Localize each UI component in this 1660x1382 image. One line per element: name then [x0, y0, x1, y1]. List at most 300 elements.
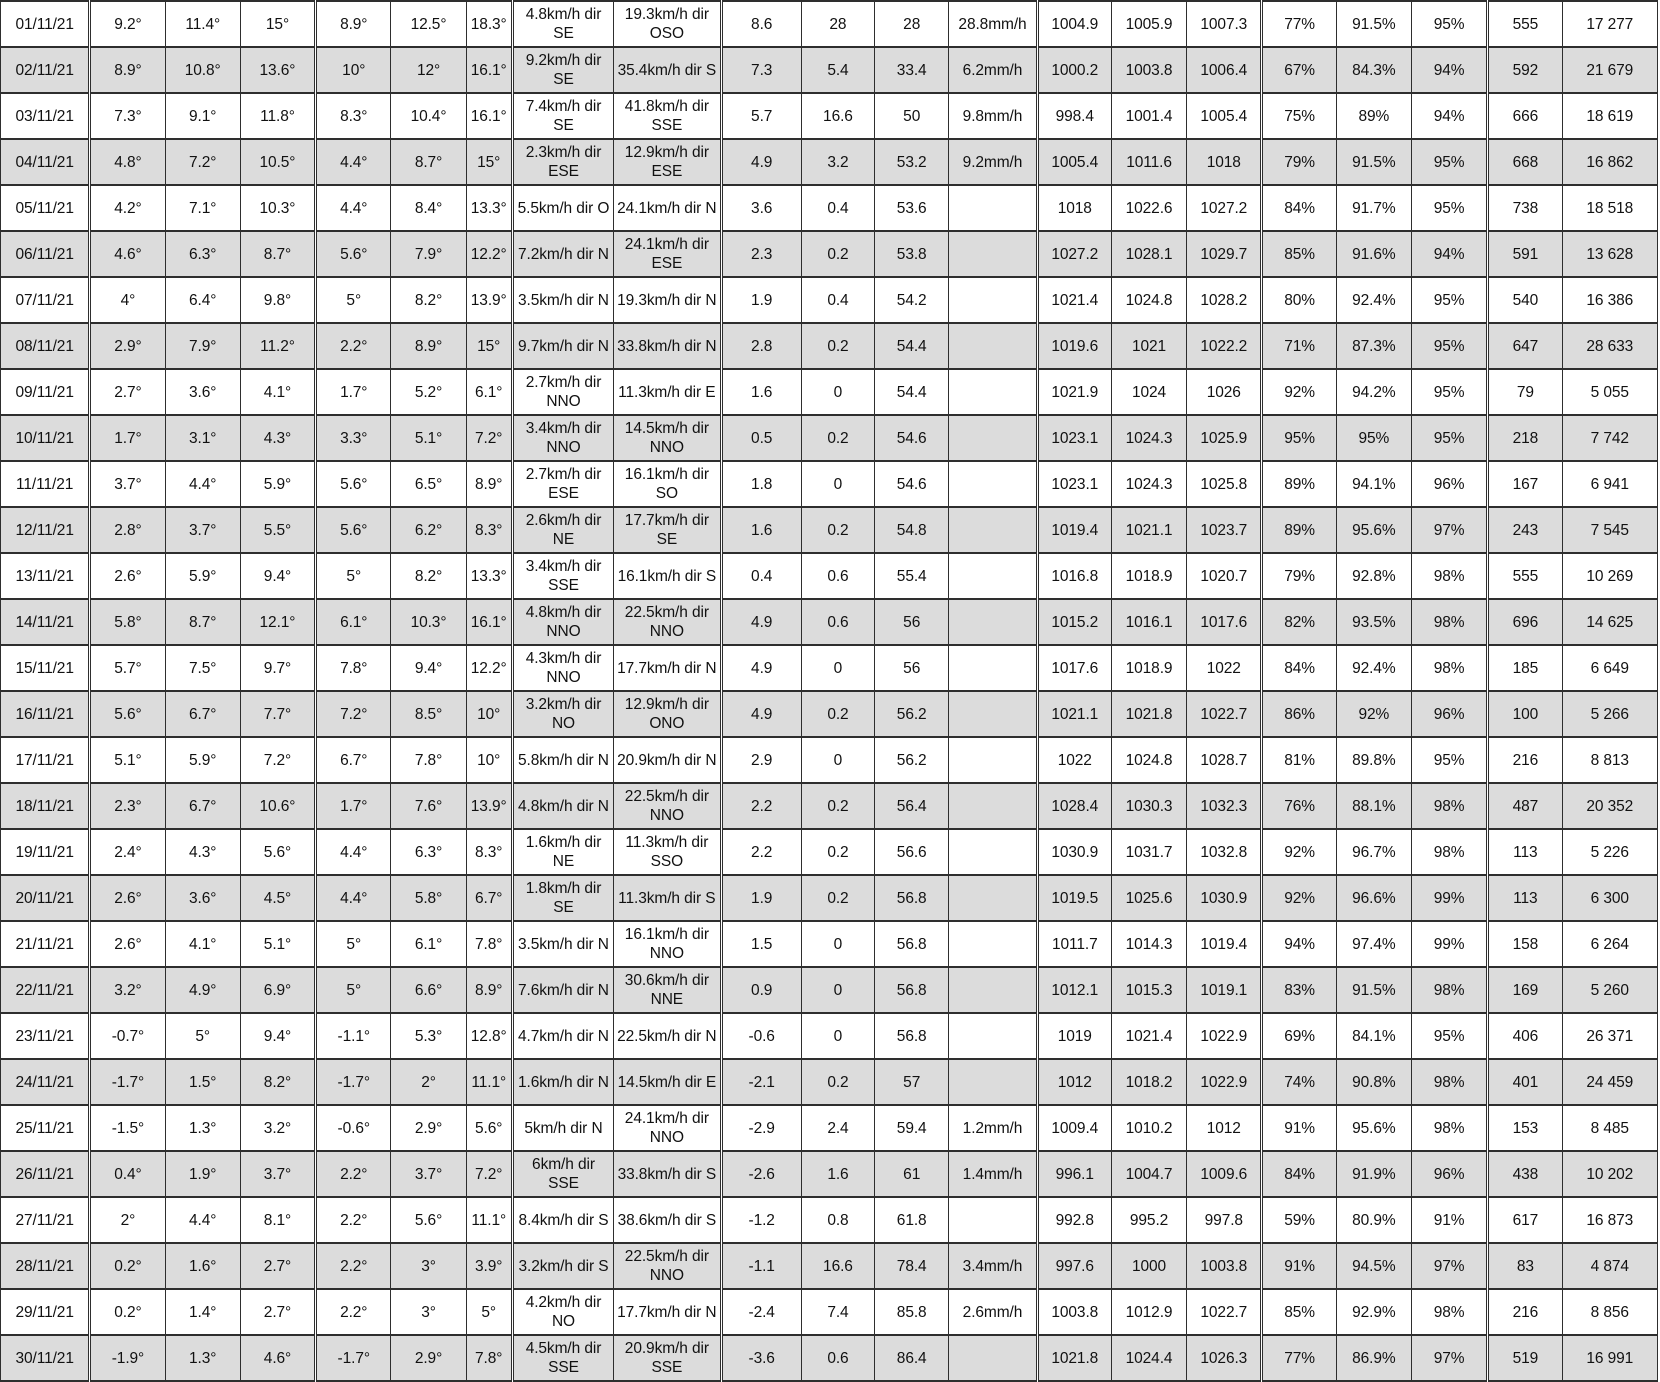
- cell-humidity-max: 97%: [1411, 1335, 1487, 1381]
- cell-wind-avg: 7.6km/h dir N: [512, 967, 613, 1013]
- cell-solar-total: 7 742: [1562, 415, 1658, 461]
- cell-wind-gust: 17.7km/h dir N: [614, 1289, 721, 1335]
- cell-temp-max: 10.6°: [240, 783, 315, 829]
- cell-tempb-max: 13.9°: [466, 277, 512, 323]
- cell-pressure-max: 1022.7: [1187, 1289, 1262, 1335]
- table-row: [1, 737, 1658, 783]
- table-row: [1, 783, 1658, 829]
- cell-pressure-min: 1019.4: [1037, 507, 1111, 553]
- cell-wind-avg: 3.2km/h dir NO: [512, 691, 613, 737]
- cell-temp-max: 4.5°: [240, 875, 315, 921]
- cell-pressure-max: 1017.6: [1187, 599, 1262, 645]
- table-row: [1, 323, 1658, 369]
- cell-pressure-min: 1000.2: [1037, 47, 1111, 93]
- cell-humidity-max: 95%: [1411, 737, 1487, 783]
- cell-rain-cumul: 50: [875, 93, 949, 139]
- cell-wind-gust: 30.6km/h dir NNE: [614, 967, 721, 1013]
- cell-temp-max: 8.7°: [240, 231, 315, 277]
- cell-rain-cumul: 56.8: [875, 1013, 949, 1059]
- cell-pressure-min: 1019.6: [1037, 323, 1111, 369]
- cell-tempb-max: 8.9°: [466, 461, 512, 507]
- cell-tempb-max: 6.7°: [466, 875, 512, 921]
- cell-temp-min: 2.6°: [90, 921, 165, 967]
- cell-date: 21/11/21: [1, 921, 90, 967]
- cell-pressure-avg: 1000: [1111, 1243, 1186, 1289]
- cell-pressure-min: 1023.1: [1037, 415, 1111, 461]
- cell-humidity-min: 82%: [1262, 599, 1336, 645]
- cell-humidity-avg: 95%: [1336, 415, 1411, 461]
- cell-humidity-max: 99%: [1411, 875, 1487, 921]
- cell-wind-avg: 7.2km/h dir N: [512, 231, 613, 277]
- cell-solar-max: 438: [1488, 1151, 1562, 1197]
- table-row: [1, 1, 1658, 47]
- cell-dew-point: 3.6: [721, 185, 801, 231]
- cell-wind-avg: 1.8km/h dir SE: [512, 875, 613, 921]
- cell-humidity-max: 98%: [1411, 1289, 1487, 1335]
- cell-temp-max: 2.7°: [240, 1289, 315, 1335]
- cell-solar-total: 6 941: [1562, 461, 1658, 507]
- cell-humidity-min: 77%: [1262, 1, 1336, 47]
- cell-tempb-avg: 10.3°: [391, 599, 466, 645]
- cell-humidity-min: 84%: [1262, 185, 1336, 231]
- cell-pressure-min: 1009.4: [1037, 1105, 1111, 1151]
- cell-tempb-min: 4.4°: [316, 829, 391, 875]
- cell-temp-avg: 5.9°: [165, 737, 240, 783]
- cell-humidity-max: 91%: [1411, 1197, 1487, 1243]
- cell-temp-max: 11.2°: [240, 323, 315, 369]
- cell-tempb-min: 7.8°: [316, 645, 391, 691]
- cell-tempb-avg: 6.2°: [391, 507, 466, 553]
- cell-pressure-avg: 1010.2: [1111, 1105, 1186, 1151]
- cell-date: 06/11/21: [1, 231, 90, 277]
- cell-pressure-avg: 1012.9: [1111, 1289, 1186, 1335]
- cell-humidity-avg: 80.9%: [1336, 1197, 1411, 1243]
- cell-solar-total: 16 873: [1562, 1197, 1658, 1243]
- cell-wind-avg: 3.5km/h dir N: [512, 277, 613, 323]
- cell-temp-max: 5.5°: [240, 507, 315, 553]
- cell-tempb-avg: 6.5°: [391, 461, 466, 507]
- cell-humidity-min: 80%: [1262, 277, 1336, 323]
- cell-rain-day: 2.4: [801, 1105, 874, 1151]
- cell-tempb-min: 2.2°: [316, 1289, 391, 1335]
- cell-humidity-min: 84%: [1262, 1151, 1336, 1197]
- cell-date: 05/11/21: [1, 185, 90, 231]
- cell-dew-point: -2.1: [721, 1059, 801, 1105]
- cell-dew-point: 2.3: [721, 231, 801, 277]
- cell-date: 13/11/21: [1, 553, 90, 599]
- cell-tempb-max: 8.3°: [466, 829, 512, 875]
- cell-humidity-avg: 95.6%: [1336, 507, 1411, 553]
- cell-pressure-avg: 1005.9: [1111, 1, 1186, 47]
- cell-pressure-max: 1007.3: [1187, 1, 1262, 47]
- cell-pressure-max: 1020.7: [1187, 553, 1262, 599]
- cell-date: 01/11/21: [1, 1, 90, 47]
- cell-wind-gust: 41.8km/h dir SSE: [614, 93, 721, 139]
- cell-pressure-min: 1019.5: [1037, 875, 1111, 921]
- cell-pressure-max: 1028.2: [1187, 277, 1262, 323]
- cell-solar-total: 18 619: [1562, 93, 1658, 139]
- cell-temp-min: -0.7°: [90, 1013, 165, 1059]
- cell-temp-avg: 6.3°: [165, 231, 240, 277]
- cell-dew-point: 0.9: [721, 967, 801, 1013]
- cell-rain-day: 0: [801, 967, 874, 1013]
- cell-tempb-min: 2.2°: [316, 1243, 391, 1289]
- cell-wind-avg: 4.7km/h dir N: [512, 1013, 613, 1059]
- cell-pressure-min: 1021.4: [1037, 277, 1111, 323]
- cell-temp-min: 9.2°: [90, 1, 165, 47]
- cell-humidity-min: 71%: [1262, 323, 1336, 369]
- cell-temp-avg: 3.7°: [165, 507, 240, 553]
- cell-solar-total: 7 545: [1562, 507, 1658, 553]
- cell-temp-min: -1.5°: [90, 1105, 165, 1151]
- cell-rain-cumul: 53.6: [875, 185, 949, 231]
- cell-pressure-max: 1026: [1187, 369, 1262, 415]
- cell-humidity-max: 98%: [1411, 829, 1487, 875]
- cell-humidity-max: 95%: [1411, 323, 1487, 369]
- cell-tempb-min: 5°: [316, 553, 391, 599]
- cell-temp-min: 2.4°: [90, 829, 165, 875]
- cell-solar-max: 401: [1488, 1059, 1562, 1105]
- cell-rain-cumul: 54.6: [875, 461, 949, 507]
- table-row: [1, 645, 1658, 691]
- cell-date: 19/11/21: [1, 829, 90, 875]
- cell-wind-avg: 3.4km/h dir NNO: [512, 415, 613, 461]
- cell-humidity-min: 92%: [1262, 829, 1336, 875]
- cell-tempb-avg: 5.3°: [391, 1013, 466, 1059]
- cell-pressure-max: 1012: [1187, 1105, 1262, 1151]
- cell-tempb-avg: 3°: [391, 1289, 466, 1335]
- cell-tempb-min: 7.2°: [316, 691, 391, 737]
- cell-rain-cumul: 56.8: [875, 921, 949, 967]
- cell-tempb-max: 16.1°: [466, 47, 512, 93]
- cell-temp-min: 0.2°: [90, 1243, 165, 1289]
- cell-rain-day: 0.2: [801, 323, 874, 369]
- cell-tempb-avg: 2.9°: [391, 1105, 466, 1151]
- cell-humidity-min: 67%: [1262, 47, 1336, 93]
- cell-rain-cumul: 54.2: [875, 277, 949, 323]
- cell-temp-max: 7.2°: [240, 737, 315, 783]
- cell-tempb-min: 5.6°: [316, 461, 391, 507]
- cell-tempb-avg: 6.1°: [391, 921, 466, 967]
- cell-solar-max: 555: [1488, 1, 1562, 47]
- cell-dew-point: 4.9: [721, 645, 801, 691]
- cell-tempb-avg: 6.3°: [391, 829, 466, 875]
- cell-solar-total: 20 352: [1562, 783, 1658, 829]
- cell-temp-min: 2.8°: [90, 507, 165, 553]
- cell-wind-gust: 11.3km/h dir S: [614, 875, 721, 921]
- cell-tempb-max: 7.8°: [466, 1335, 512, 1381]
- cell-pressure-avg: 1031.7: [1111, 829, 1186, 875]
- cell-wind-avg: 2.7km/h dir NNO: [512, 369, 613, 415]
- cell-rain-day: 0.6: [801, 599, 874, 645]
- cell-temp-avg: 3.1°: [165, 415, 240, 461]
- cell-rain-rate: [949, 875, 1037, 921]
- cell-tempb-min: 2.2°: [316, 1197, 391, 1243]
- cell-humidity-min: 85%: [1262, 231, 1336, 277]
- cell-tempb-max: 7.2°: [466, 1151, 512, 1197]
- cell-rain-day: 0.2: [801, 415, 874, 461]
- cell-solar-max: 185: [1488, 645, 1562, 691]
- cell-humidity-min: 85%: [1262, 1289, 1336, 1335]
- cell-pressure-avg: 1014.3: [1111, 921, 1186, 967]
- cell-wind-avg: 3.5km/h dir N: [512, 921, 613, 967]
- cell-tempb-max: 12.2°: [466, 231, 512, 277]
- cell-pressure-min: 1030.9: [1037, 829, 1111, 875]
- cell-pressure-avg: 1018.9: [1111, 553, 1186, 599]
- cell-humidity-max: 96%: [1411, 461, 1487, 507]
- cell-humidity-min: 91%: [1262, 1105, 1336, 1151]
- cell-humidity-max: 95%: [1411, 415, 1487, 461]
- cell-humidity-min: 94%: [1262, 921, 1336, 967]
- cell-pressure-min: 1012.1: [1037, 967, 1111, 1013]
- cell-tempb-avg: 9.4°: [391, 645, 466, 691]
- cell-rain-rate: [949, 185, 1037, 231]
- cell-tempb-min: 4.4°: [316, 185, 391, 231]
- cell-pressure-min: 1027.2: [1037, 231, 1111, 277]
- cell-wind-gust: 16.1km/h dir NNO: [614, 921, 721, 967]
- cell-temp-max: 10.3°: [240, 185, 315, 231]
- cell-tempb-avg: 6.6°: [391, 967, 466, 1013]
- cell-rain-day: 0.4: [801, 185, 874, 231]
- cell-humidity-avg: 92.9%: [1336, 1289, 1411, 1335]
- cell-pressure-min: 1017.6: [1037, 645, 1111, 691]
- cell-solar-max: 153: [1488, 1105, 1562, 1151]
- cell-humidity-max: 95%: [1411, 369, 1487, 415]
- cell-tempb-max: 8.3°: [466, 507, 512, 553]
- cell-wind-gust: 14.5km/h dir NNO: [614, 415, 721, 461]
- cell-pressure-max: 1029.7: [1187, 231, 1262, 277]
- cell-date: 10/11/21: [1, 415, 90, 461]
- cell-tempb-max: 11.1°: [466, 1197, 512, 1243]
- cell-solar-max: 100: [1488, 691, 1562, 737]
- cell-rain-cumul: 53.2: [875, 139, 949, 185]
- cell-solar-total: 21 679: [1562, 47, 1658, 93]
- cell-tempb-max: 15°: [466, 139, 512, 185]
- cell-pressure-avg: 1015.3: [1111, 967, 1186, 1013]
- table-row: [1, 507, 1658, 553]
- cell-temp-min: 4.6°: [90, 231, 165, 277]
- cell-rain-rate: [949, 323, 1037, 369]
- cell-solar-total: 17 277: [1562, 1, 1658, 47]
- cell-pressure-max: 1032.8: [1187, 829, 1262, 875]
- cell-dew-point: 2.8: [721, 323, 801, 369]
- cell-temp-max: 3.2°: [240, 1105, 315, 1151]
- cell-wind-avg: 5.8km/h dir N: [512, 737, 613, 783]
- table-row: [1, 1105, 1658, 1151]
- cell-solar-max: 555: [1488, 553, 1562, 599]
- cell-wind-avg: 7.4km/h dir SE: [512, 93, 613, 139]
- cell-tempb-max: 8.9°: [466, 967, 512, 1013]
- cell-temp-avg: 10.8°: [165, 47, 240, 93]
- cell-wind-avg: 9.7km/h dir N: [512, 323, 613, 369]
- cell-tempb-min: 1.7°: [316, 783, 391, 829]
- cell-solar-max: 216: [1488, 1289, 1562, 1335]
- cell-pressure-max: 1018: [1187, 139, 1262, 185]
- table-row: [1, 1335, 1658, 1381]
- cell-rain-rate: [949, 415, 1037, 461]
- cell-temp-avg: 4.9°: [165, 967, 240, 1013]
- cell-pressure-min: 996.1: [1037, 1151, 1111, 1197]
- cell-rain-rate: [949, 783, 1037, 829]
- cell-solar-total: 14 625: [1562, 599, 1658, 645]
- cell-tempb-avg: 3°: [391, 1243, 466, 1289]
- cell-tempb-avg: 12.5°: [391, 1, 466, 47]
- cell-pressure-max: 1030.9: [1187, 875, 1262, 921]
- cell-tempb-min: 5°: [316, 967, 391, 1013]
- cell-date: 29/11/21: [1, 1289, 90, 1335]
- cell-temp-max: 9.7°: [240, 645, 315, 691]
- cell-rain-cumul: 28: [875, 1, 949, 47]
- cell-rain-day: 0.2: [801, 875, 874, 921]
- cell-pressure-min: 1004.9: [1037, 1, 1111, 47]
- cell-wind-avg: 4.8km/h dir NNO: [512, 599, 613, 645]
- cell-temp-min: 3.7°: [90, 461, 165, 507]
- cell-temp-min: 0.2°: [90, 1289, 165, 1335]
- table-row: [1, 231, 1658, 277]
- cell-wind-avg: 4.8km/h dir SE: [512, 1, 613, 47]
- cell-pressure-avg: 1024: [1111, 369, 1186, 415]
- cell-humidity-max: 98%: [1411, 645, 1487, 691]
- cell-dew-point: 7.3: [721, 47, 801, 93]
- table-row: [1, 93, 1658, 139]
- cell-solar-max: 113: [1488, 875, 1562, 921]
- cell-solar-max: 647: [1488, 323, 1562, 369]
- cell-tempb-max: 7.8°: [466, 921, 512, 967]
- cell-humidity-min: 91%: [1262, 1243, 1336, 1289]
- cell-temp-min: 2.6°: [90, 875, 165, 921]
- cell-rain-rate: [949, 829, 1037, 875]
- cell-temp-min: 2.7°: [90, 369, 165, 415]
- cell-temp-min: 5.7°: [90, 645, 165, 691]
- cell-rain-cumul: 56.6: [875, 829, 949, 875]
- cell-humidity-avg: 88.1%: [1336, 783, 1411, 829]
- cell-temp-max: 9.4°: [240, 553, 315, 599]
- cell-humidity-max: 98%: [1411, 553, 1487, 599]
- cell-tempb-avg: 12°: [391, 47, 466, 93]
- table-row: [1, 1151, 1658, 1197]
- cell-dew-point: -2.6: [721, 1151, 801, 1197]
- cell-tempb-max: 10°: [466, 737, 512, 783]
- cell-solar-total: 5 266: [1562, 691, 1658, 737]
- cell-pressure-max: 1019.4: [1187, 921, 1262, 967]
- cell-tempb-max: 16.1°: [466, 599, 512, 645]
- cell-rain-rate: 6.2mm/h: [949, 47, 1037, 93]
- cell-temp-min: 8.9°: [90, 47, 165, 93]
- cell-humidity-min: 77%: [1262, 1335, 1336, 1381]
- cell-dew-point: 1.9: [721, 875, 801, 921]
- cell-rain-rate: 1.4mm/h: [949, 1151, 1037, 1197]
- cell-wind-gust: 22.5km/h dir NNO: [614, 599, 721, 645]
- cell-dew-point: 4.9: [721, 599, 801, 645]
- cell-rain-cumul: 56.8: [875, 967, 949, 1013]
- cell-humidity-max: 98%: [1411, 967, 1487, 1013]
- cell-tempb-min: 5.6°: [316, 231, 391, 277]
- cell-tempb-max: 6.1°: [466, 369, 512, 415]
- cell-solar-total: 6 649: [1562, 645, 1658, 691]
- table-row: [1, 553, 1658, 599]
- cell-rain-day: 0.2: [801, 783, 874, 829]
- cell-wind-avg: 5.5km/h dir O: [512, 185, 613, 231]
- cell-tempb-max: 7.2°: [466, 415, 512, 461]
- cell-pressure-min: 1003.8: [1037, 1289, 1111, 1335]
- cell-wind-avg: 2.3km/h dir ESE: [512, 139, 613, 185]
- cell-rain-cumul: 86.4: [875, 1335, 949, 1381]
- cell-pressure-max: 1022: [1187, 645, 1262, 691]
- cell-pressure-avg: 1024.3: [1111, 461, 1186, 507]
- table-row: [1, 921, 1658, 967]
- cell-wind-gust: 16.1km/h dir SO: [614, 461, 721, 507]
- cell-rain-rate: [949, 737, 1037, 783]
- cell-wind-gust: 24.1km/h dir N: [614, 185, 721, 231]
- cell-humidity-avg: 92%: [1336, 691, 1411, 737]
- table-row: [1, 47, 1658, 93]
- cell-temp-min: 2°: [90, 1197, 165, 1243]
- cell-pressure-min: 1018: [1037, 185, 1111, 231]
- cell-wind-avg: 1.6km/h dir NE: [512, 829, 613, 875]
- cell-solar-total: 10 269: [1562, 553, 1658, 599]
- cell-rain-cumul: 54.6: [875, 415, 949, 461]
- cell-tempb-avg: 8.2°: [391, 553, 466, 599]
- cell-humidity-avg: 94.5%: [1336, 1243, 1411, 1289]
- cell-rain-rate: [949, 461, 1037, 507]
- cell-rain-day: 0.2: [801, 507, 874, 553]
- cell-dew-point: 2.2: [721, 783, 801, 829]
- cell-pressure-max: 1022.7: [1187, 691, 1262, 737]
- cell-temp-max: 15°: [240, 1, 315, 47]
- cell-rain-rate: [949, 1013, 1037, 1059]
- cell-wind-gust: 11.3km/h dir SSO: [614, 829, 721, 875]
- cell-humidity-avg: 91.7%: [1336, 185, 1411, 231]
- cell-wind-avg: 9.2km/h dir SE: [512, 47, 613, 93]
- cell-tempb-avg: 7.9°: [391, 231, 466, 277]
- cell-wind-gust: 20.9km/h dir SSE: [614, 1335, 721, 1381]
- cell-tempb-avg: 8.4°: [391, 185, 466, 231]
- cell-pressure-min: 1019: [1037, 1013, 1111, 1059]
- cell-humidity-avg: 91.9%: [1336, 1151, 1411, 1197]
- cell-solar-total: 10 202: [1562, 1151, 1658, 1197]
- cell-humidity-max: 98%: [1411, 1105, 1487, 1151]
- cell-humidity-max: 94%: [1411, 93, 1487, 139]
- cell-rain-day: 16.6: [801, 93, 874, 139]
- cell-date: 08/11/21: [1, 323, 90, 369]
- cell-temp-max: 12.1°: [240, 599, 315, 645]
- cell-rain-day: 0.2: [801, 691, 874, 737]
- cell-solar-total: 6 300: [1562, 875, 1658, 921]
- cell-temp-max: 5.9°: [240, 461, 315, 507]
- cell-temp-max: 10.5°: [240, 139, 315, 185]
- cell-tempb-avg: 2.9°: [391, 1335, 466, 1381]
- cell-wind-gust: 20.9km/h dir N: [614, 737, 721, 783]
- cell-wind-gust: 17.7km/h dir N: [614, 645, 721, 691]
- cell-solar-total: 8 485: [1562, 1105, 1658, 1151]
- cell-humidity-avg: 92.4%: [1336, 645, 1411, 691]
- cell-rain-rate: [949, 553, 1037, 599]
- cell-rain-rate: [949, 507, 1037, 553]
- cell-tempb-avg: 2°: [391, 1059, 466, 1105]
- cell-tempb-avg: 5.2°: [391, 369, 466, 415]
- cell-temp-avg: 1.9°: [165, 1151, 240, 1197]
- cell-humidity-min: 69%: [1262, 1013, 1336, 1059]
- cell-temp-avg: 7.9°: [165, 323, 240, 369]
- cell-humidity-max: 98%: [1411, 1059, 1487, 1105]
- cell-rain-day: 0.4: [801, 277, 874, 323]
- cell-solar-total: 13 628: [1562, 231, 1658, 277]
- cell-humidity-max: 98%: [1411, 783, 1487, 829]
- cell-pressure-avg: 1024.4: [1111, 1335, 1186, 1381]
- cell-temp-max: 4.1°: [240, 369, 315, 415]
- cell-rain-day: 28: [801, 1, 874, 47]
- cell-rain-cumul: 78.4: [875, 1243, 949, 1289]
